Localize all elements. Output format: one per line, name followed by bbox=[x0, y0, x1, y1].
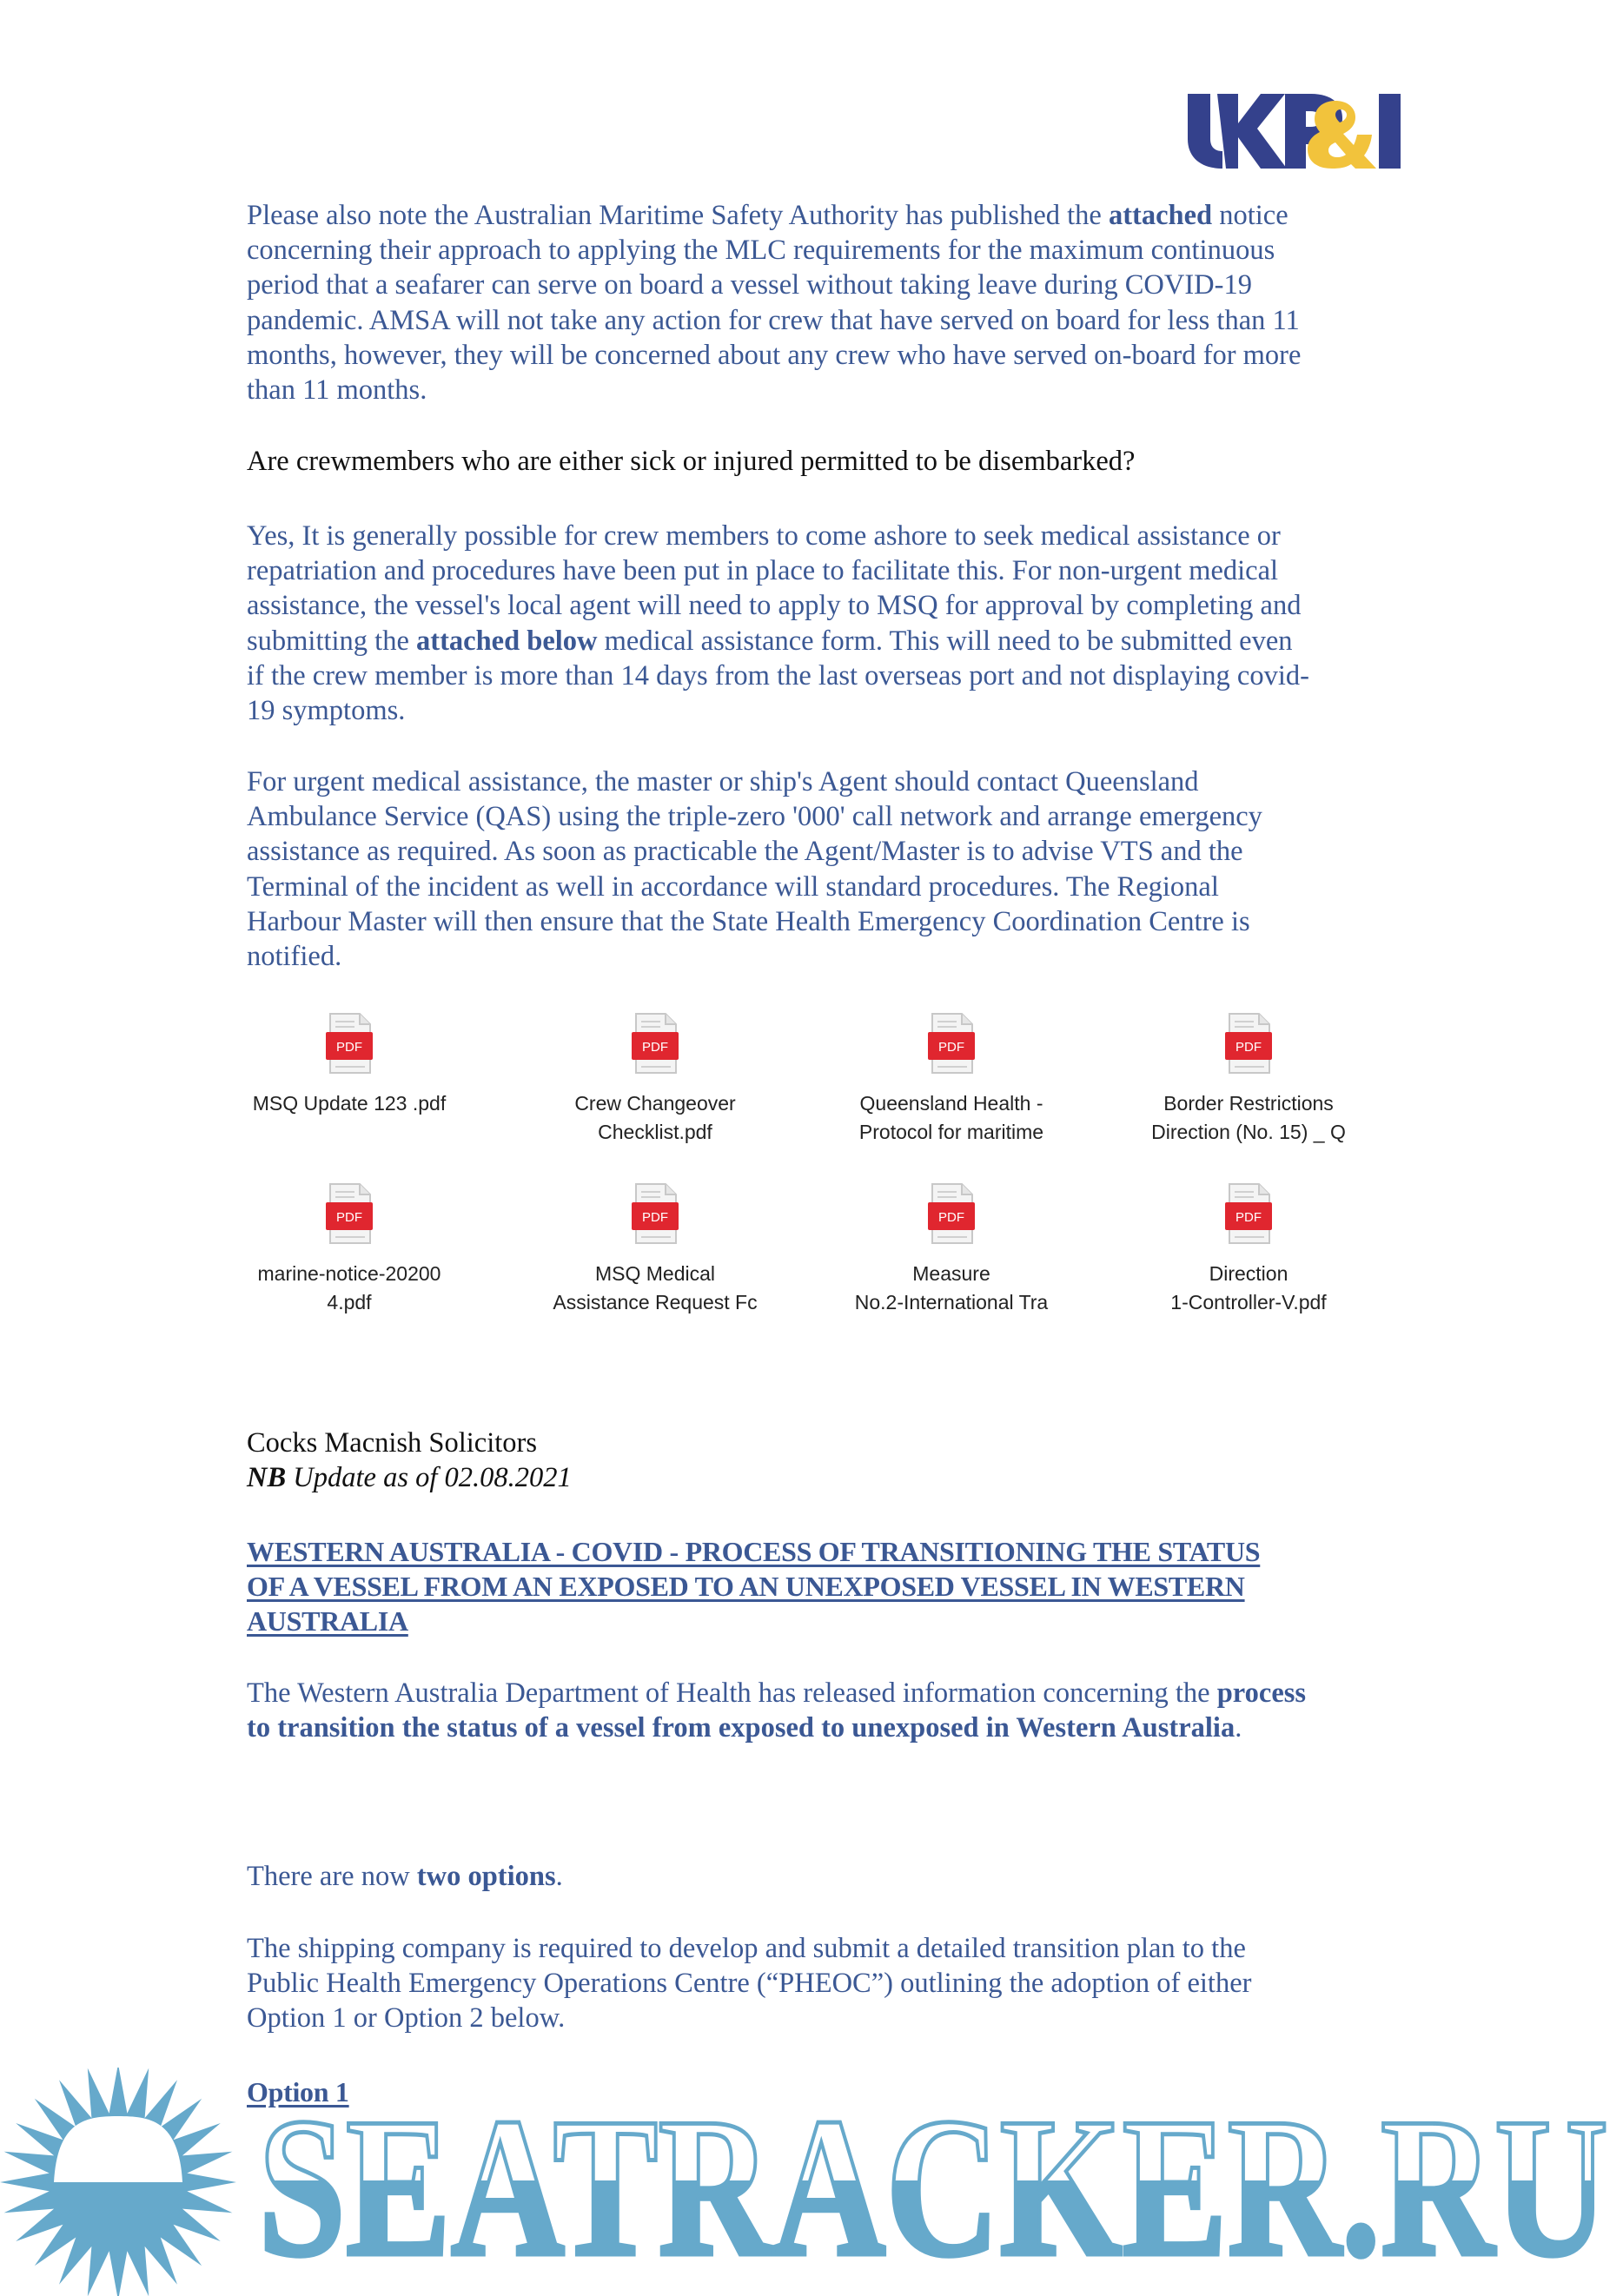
text-line bbox=[247, 233, 1301, 268]
text-line bbox=[247, 1676, 1306, 1710]
text-line bbox=[247, 764, 1262, 799]
attachment-filename: Protocol for maritime bbox=[858, 1121, 1044, 1143]
urgent-assistance-paragraph bbox=[247, 764, 1262, 974]
text-segment: The Western Australia Department of Health has released information concerning the bbox=[247, 1677, 1217, 1709]
update-date bbox=[247, 1460, 572, 1495]
text-line bbox=[247, 268, 1301, 302]
text-segment: There are now bbox=[247, 1861, 417, 1892]
text-line bbox=[247, 198, 1301, 233]
sun-icon bbox=[0, 2068, 236, 2296]
pdf-attachment[interactable] bbox=[525, 1013, 785, 1147]
svg-text:PDF: PDF bbox=[1235, 1040, 1262, 1055]
source-name: Cocks Macnish Solicitors bbox=[247, 1427, 538, 1459]
text-line bbox=[247, 338, 1301, 373]
bold-text: process bbox=[1216, 1677, 1307, 1709]
attachment-filename: Measure bbox=[912, 1262, 990, 1285]
pdf-attachment[interactable] bbox=[219, 1013, 480, 1118]
pdf-file-icon bbox=[629, 1013, 681, 1074]
svg-text:PDF: PDF bbox=[1235, 1210, 1262, 1225]
pdf-attachment[interactable] bbox=[1118, 1013, 1379, 1147]
attachment-filename: marine-notice-20200 bbox=[257, 1262, 441, 1285]
text-segment: medical assistance form. This will need to be submitted even bbox=[597, 625, 1293, 657]
attachment-filename: Crew Changeover bbox=[574, 1092, 736, 1115]
text-segment: period that a seafarer can serve on board a vessel without taking leave during COVID-19 bbox=[247, 269, 1252, 301]
text-segment: Option 1 or Option 2 below. bbox=[247, 2002, 566, 2035]
text-line bbox=[247, 834, 1262, 869]
svg-text:PDF: PDF bbox=[336, 1040, 362, 1055]
svg-text:PDF: PDF bbox=[642, 1210, 668, 1225]
text-segment: Harbour Master will then ensure that the State Health Emergency Coordination Centre is bbox=[247, 905, 1250, 937]
text-segment: months, however, they will be concerned about any crew who have served on-board for more bbox=[247, 339, 1302, 371]
text-segment: repatriation and procedures have been put in place to facilitate this. For non-urgent medical bbox=[247, 555, 1279, 587]
text-line bbox=[247, 1859, 563, 1894]
text-line bbox=[247, 904, 1262, 939]
text-segment: For urgent medical assistance, the master or ship's Agent should contact Queensland bbox=[247, 766, 1199, 797]
svg-text:PDF: PDF bbox=[336, 1210, 362, 1225]
pdf-file-icon bbox=[1222, 1013, 1275, 1074]
text-segment: if the crew member is more than 14 days from the last overseas port and not displaying covid- bbox=[247, 659, 1309, 691]
svg-text:PDF: PDF bbox=[642, 1040, 668, 1055]
text-line bbox=[247, 553, 1309, 588]
text-segment: than 11 months. bbox=[247, 374, 427, 407]
two-options-text bbox=[247, 1859, 563, 1894]
text-line bbox=[247, 1931, 1251, 1966]
text-line bbox=[247, 444, 1135, 479]
text-line bbox=[247, 1534, 1260, 1569]
pdf-attachment[interactable] bbox=[821, 1013, 1082, 1147]
medical-assistance-paragraph bbox=[247, 519, 1309, 728]
text-line bbox=[247, 799, 1262, 834]
text-line bbox=[247, 2001, 1251, 2035]
watermark-text: SEATRACKER.RU bbox=[258, 2076, 1608, 2296]
svg-text:PDF: PDF bbox=[938, 1040, 964, 1055]
nb-label: NB bbox=[247, 1462, 287, 1494]
text-segment: Please also note the Australian Maritime Safety Authority has published the bbox=[247, 200, 1109, 231]
svg-text:PDF: PDF bbox=[938, 1210, 964, 1225]
text-segment: OF A VESSEL FROM AN EXPOSED TO AN UNEXPOSED VESSEL IN WESTERN bbox=[247, 1571, 1245, 1603]
attachment-filename: MSQ Update 123 .pdf bbox=[252, 1092, 447, 1115]
attachment-filename: No.2-International Tra bbox=[854, 1291, 1049, 1313]
bold-text: two options bbox=[416, 1861, 556, 1892]
pdf-attachment[interactable] bbox=[219, 1183, 480, 1317]
update-text: Update as of 02.08.2021 bbox=[286, 1462, 572, 1494]
text-line bbox=[247, 588, 1309, 623]
text-segment: AUSTRALIA bbox=[247, 1605, 408, 1638]
pdf-attachment[interactable] bbox=[1118, 1183, 1379, 1317]
text-line bbox=[247, 939, 1262, 974]
text-line bbox=[247, 1966, 1251, 2001]
text-line bbox=[247, 624, 1309, 658]
bold-text: to transition the status of a vessel from exposed to unexposed in Western Australia bbox=[247, 1712, 1235, 1744]
text-segment: notice bbox=[1212, 200, 1288, 231]
pdf-attachment[interactable] bbox=[821, 1183, 1082, 1317]
pdf-file-icon bbox=[323, 1013, 375, 1074]
text-segment: 19 symptoms. bbox=[247, 695, 406, 727]
text-segment: assistance as required. As soon as practicable the Agent/Master is to advise VTS and the bbox=[247, 836, 1243, 868]
text-segment: submitting the bbox=[247, 625, 416, 657]
attachment-filename: 1-Controller-V.pdf bbox=[1170, 1291, 1327, 1313]
text-segment: WESTERN AUSTRALIA - COVID - PROCESS OF TRANSITIONING THE STATUS bbox=[247, 1536, 1261, 1567]
attachment-filename: Queensland Health - bbox=[859, 1092, 1043, 1115]
attachment-filename: Checklist.pdf bbox=[598, 1121, 712, 1143]
pdf-file-icon bbox=[925, 1013, 977, 1074]
text-segment: Terminal of the incident as well in accordance will standard procedures. The Regional bbox=[247, 870, 1219, 903]
text-line bbox=[247, 693, 1309, 728]
text-line bbox=[247, 519, 1309, 553]
text-line bbox=[247, 1569, 1260, 1604]
attachment-filename: Assistance Request Fc bbox=[553, 1291, 758, 1313]
seatracker-watermark bbox=[0, 2068, 1623, 2296]
text-line bbox=[247, 1604, 1260, 1638]
text-line bbox=[247, 1710, 1306, 1745]
attachment-filename: 4.pdf bbox=[327, 1291, 372, 1313]
ukpi-logo bbox=[1188, 94, 1401, 169]
transition-plan-paragraph bbox=[247, 1931, 1251, 2036]
text-segment: Public Health Emergency Operations Centre (“PHEOC”) outlining the adoption of either bbox=[247, 1968, 1252, 2000]
text-segment: Ambulance Service (QAS) using the triple-zero '000' call network and arrange emergency bbox=[247, 801, 1262, 833]
bold-text: attached bbox=[1108, 200, 1213, 231]
attachment-filename: Border Restrictions bbox=[1163, 1092, 1334, 1115]
text-line bbox=[247, 658, 1309, 693]
pdf-file-icon bbox=[629, 1183, 681, 1244]
text-segment: . bbox=[555, 1861, 563, 1892]
text-segment: Option 1 bbox=[247, 2076, 349, 2107]
text-line bbox=[247, 303, 1301, 338]
text-segment: notified. bbox=[247, 941, 342, 973]
source-label bbox=[247, 1426, 572, 1495]
pdf-file-icon bbox=[1222, 1183, 1275, 1244]
wa-health-paragraph bbox=[247, 1676, 1306, 1745]
pdf-attachment[interactable] bbox=[525, 1183, 785, 1317]
text-segment: concerning their approach to applying the MLC requirements for the maximum continuous bbox=[247, 235, 1275, 267]
sick-crew-question bbox=[247, 444, 1135, 479]
attachment-filename: MSQ Medical bbox=[594, 1262, 716, 1285]
pdf-file-icon bbox=[323, 1183, 375, 1244]
text-segment: pandemic. AMSA will not take any action for crew that have served on board for less than 11 bbox=[247, 304, 1300, 336]
text-segment: Yes, It is generally possible for crew members to come ashore to seek medical assistance or bbox=[247, 520, 1281, 552]
attachment-filename: Direction bbox=[1209, 1262, 1288, 1285]
section-heading-link[interactable] bbox=[247, 1534, 1260, 1639]
pdf-file-icon bbox=[925, 1183, 977, 1244]
attachment-filename: Direction (No. 15) _ Q bbox=[1151, 1121, 1346, 1143]
text-line bbox=[247, 373, 1301, 407]
text-segment: . bbox=[1235, 1712, 1242, 1744]
text-segment: assistance, the vessel's local agent will need to apply to MSQ for approval by completing and bbox=[247, 590, 1302, 622]
text-line bbox=[247, 870, 1262, 904]
text-segment: The shipping company is required to develop and submit a detailed transition plan to the bbox=[247, 1933, 1246, 1964]
bold-text: attached below bbox=[416, 625, 598, 657]
text-segment: Are crewmembers who are either sick or injured permitted to be disembarked? bbox=[247, 446, 1136, 477]
amsa-paragraph bbox=[247, 198, 1301, 407]
